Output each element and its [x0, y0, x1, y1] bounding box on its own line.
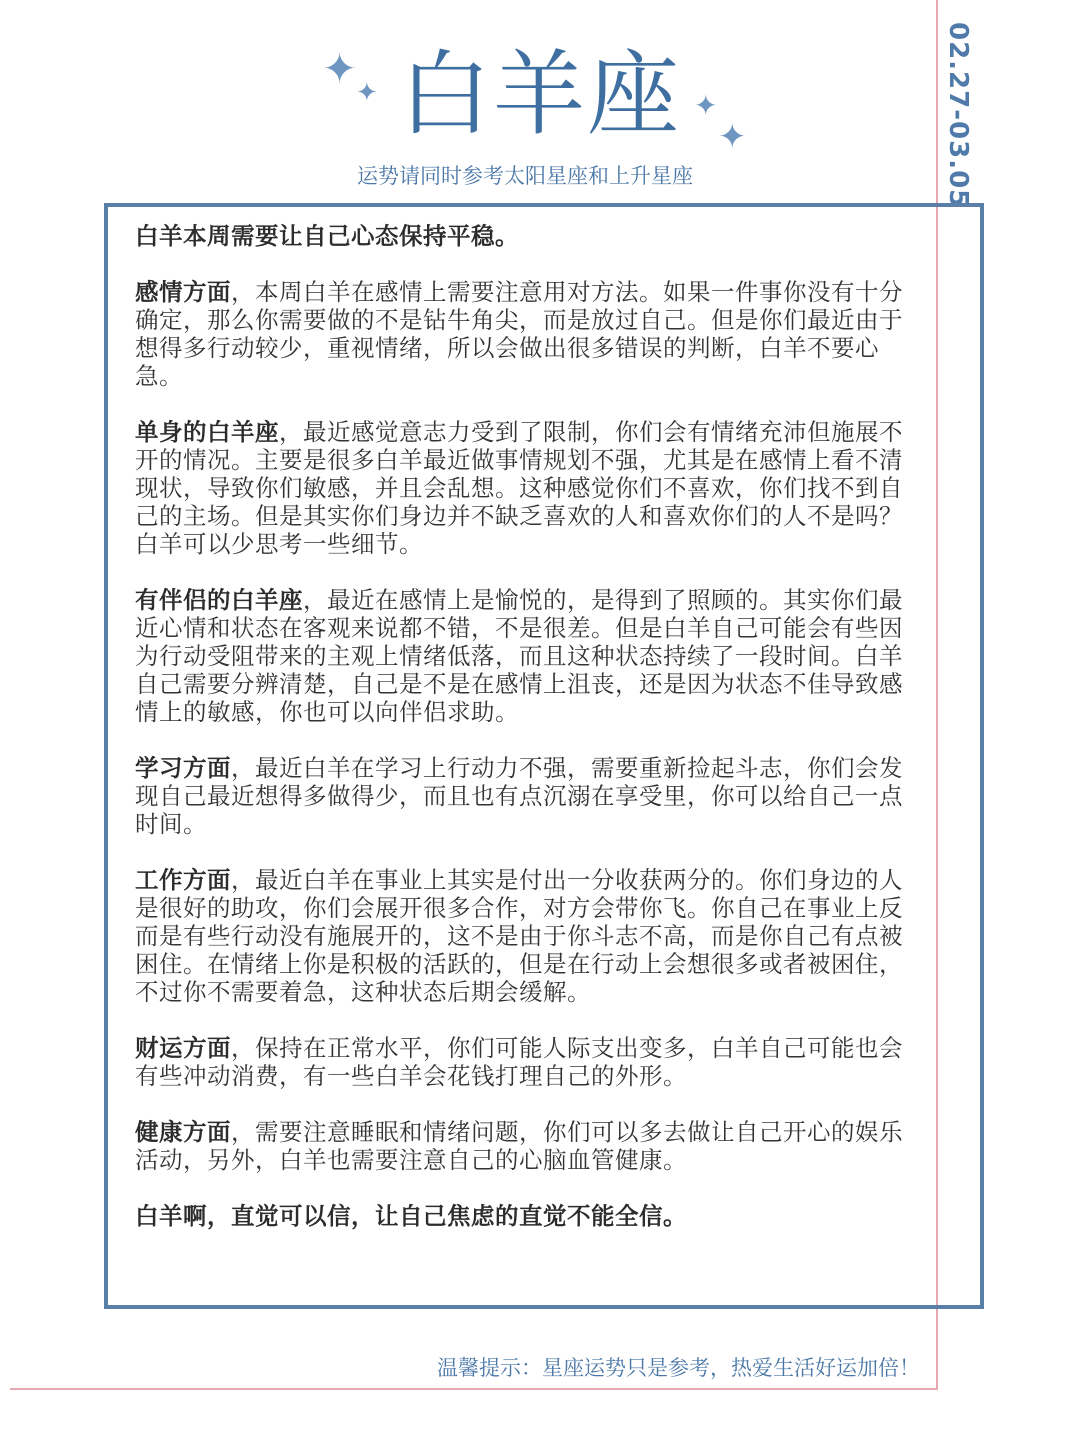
sparkle-icon: ✦ — [322, 44, 358, 93]
sparkle-icon: ✦ — [356, 78, 378, 108]
sparkle-icon: ✦ — [694, 89, 718, 122]
section-text: ，本周白羊在感情上需要注意用对方法。如果一件事你没有十分确定，那么你需要做的不是钻牛角尖，而是放过自己。但是你们最近由于想得多行动较少，重视情绪，所以会做出很多错误的判断，白羊不要心急。 — [135, 278, 903, 390]
section-health — [135, 1118, 913, 1174]
section-text: ，需要注意睡眠和情绪问题，你们可以多去做让自己开心的娱乐活动，另外，白羊也需要注意自己的心脑血管健康。 — [135, 1118, 903, 1174]
section-lead: 财运方面 — [135, 1034, 231, 1062]
section-finance — [135, 1034, 913, 1090]
page-title: 白羊座 — [398, 41, 681, 148]
section-lead: 工作方面 — [135, 866, 231, 894]
section-lead: 单身的白羊座 — [135, 418, 279, 446]
section-lead: 有伴侣的白羊座 — [135, 586, 303, 614]
intro-line: 白羊本周需要让自己心态保持平稳。 — [135, 222, 519, 250]
section-lead: 健康方面 — [135, 1118, 231, 1146]
pink-horizontal-line — [10, 1388, 938, 1390]
section-lead: 学习方面 — [135, 754, 231, 782]
section-lead: 感情方面 — [135, 278, 231, 306]
sparkle-icon: ✦ — [718, 117, 747, 157]
subtitle: 运势请同时参考太阳星座和上升星座 — [357, 164, 693, 188]
section-work — [135, 866, 913, 1006]
section-love — [135, 278, 913, 390]
section-text: ，最近白羊在事业上其实是付出一分收获两分的。你们身边的人是很好的助攻，你们会展开很多合作，对方会带你飞。你自己在事业上反而是有些行动没有施展开的，这不是由于你斗志不高，而是你自己有点被困住。在情绪上你是积极的活跃的，但是在行动上会想很多或者被困住，不过你不需要着急，这种状态后期会缓解。 — [135, 866, 903, 1006]
section-partnered — [135, 586, 913, 726]
section-study — [135, 754, 913, 838]
section-text: ，最近感觉意志力受到了限制，你们会有情绪充沛但施展不开的情况。主要是很多白羊最近做事情规划不强，尤其是在感情上看不清现状，导致你们敏感，并且会乱想。这种感觉你们不喜欢，你们找不到自己的主场。但是其实你们身边并不缺乏喜欢的人和喜欢你们的人不是吗？白羊可以少思考一些细节。 — [135, 418, 903, 558]
outro-line: 白羊啊，直觉可以信，让自己焦虑的直觉不能全信。 — [135, 1202, 687, 1230]
section-single — [135, 418, 913, 558]
section-text: ，最近在感情上是愉悦的，是得到了照顾的。其实你们最近心情和状态在客观来说都不错，不是很差。但是白羊自己可能会有些因为行动受阻带来的主观上情绪低落，而且这种状态持续了一段时间。白羊自己需要分辨清楚，自己是不是在感情上沮丧，还是因为状态不佳导致感情上的敏感，你也可以向伴侣求助。 — [135, 586, 903, 726]
section-text: ，最近白羊在学习上行动力不强，需要重新捡起斗志，你们会发现自己最近想得多做得少，而且也有点沉溺在享受里，你可以给自己一点时间。 — [135, 754, 903, 838]
date-range: 02.27-03.05 — [943, 21, 973, 209]
footer-tip: 温馨提示：星座运势只是参考，热爱生活好运加倍！ — [437, 1356, 920, 1380]
section-text: ，保持在正常水平，你们可能人际支出变多，白羊自己可能也会有些冲动消费，有一些白羊会花钱打理自己的外形。 — [135, 1034, 903, 1090]
horoscope-content — [135, 222, 913, 1258]
